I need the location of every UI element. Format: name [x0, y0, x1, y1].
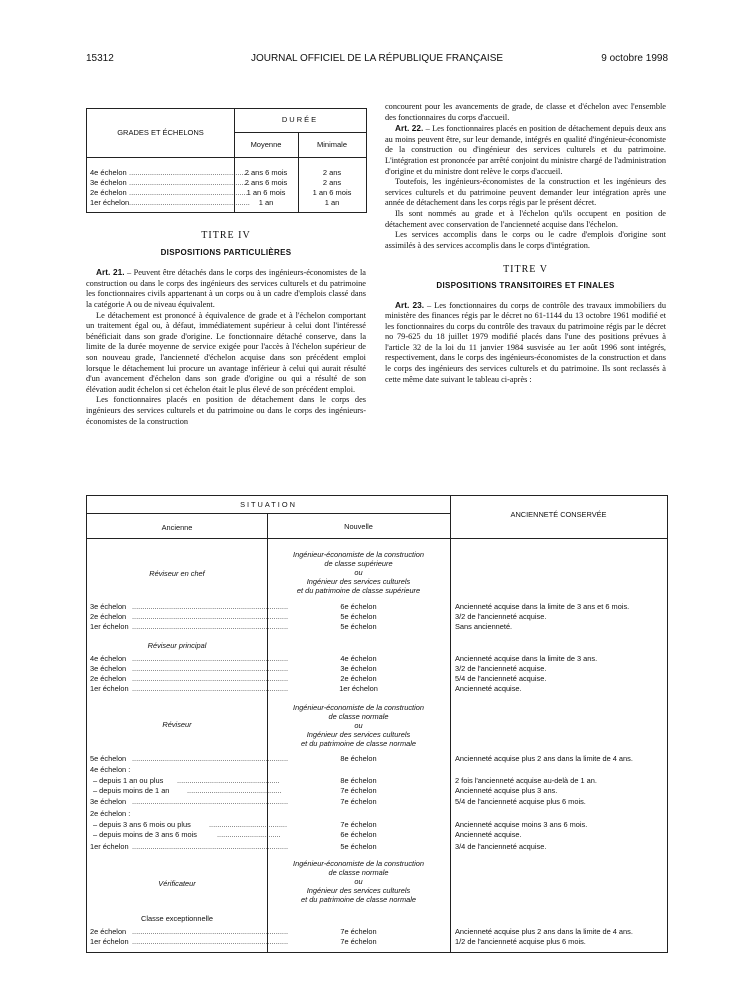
grade-cell: 2e échelon [90, 188, 127, 197]
article-23: Art. 23. – Les fonctionnaires du corps de contrôle des travaux immobiliers du ministère des finances régis par le décret no 61-1144 du 13 octobre 1961 modifié et les fonctionnaires du corps du contrôle des travaux du patrimoine régis par le décret no 79-625 du 18 juillet 1979 modifié placés dans l'une des positions prévues à l'article 32 de la loi du 11 janvier 1984 susvisée au 1er août 1996 sont intégrés, respectivement, dans le corps des ingénieurs-économistes de la construction et dans le corps des ingénieurs des services culturels et du patrimoine. Ils sont reclassés à cette même date suivant le tableau ci-après : [385, 299, 666, 384]
grade-cell: 4e échelon [90, 168, 127, 177]
sub-grade-title: Classe exceptionnelle [141, 914, 213, 923]
anciennete-header: ANCIENNETÉ CONSERVÉE [510, 510, 607, 519]
article-22: Art. 22. – Les fonctionnaires placés en position de détachement depuis deux ans au moins peuvent être, sur leur demande, intégrés en qualité d'ingénieur-économiste de la construction ou d'ingénieur des services culturels et du patrimoine. L'intégration est prononcée par arrêté conjoint du ministre chargé de l'administration d'origine et du ministre dont relève le corps d'accueil. [385, 123, 666, 176]
journal-title: JOURNAL OFFICIEL DE LA RÉPUBLIQUE FRANÇAISE [250, 53, 504, 64]
right-column [385, 102, 666, 385]
dispositions-transitoires: DISPOSITIONS TRANSITOIRES ET FINALES [436, 280, 615, 290]
minimale-cell: 2 ans [322, 168, 342, 177]
moyenne-cell: 1 an [258, 198, 274, 207]
grade-cell: 3e échelon [90, 178, 127, 187]
paragraph: Le détachement est prononcé à équivalence de grade et à l'échelon comportant un traitement égal ou, à défaut, immédiatement supérieur à celui dont l'intéressé bénéficiait dans son grade d'origine. Le fonctionnaire détaché conserve, dans la limite de la durée moyenne de service exigée pour l'accès à l'échelon supérieur de son nouveau grade, l'ancienneté d'échelon acquise dans son précédent emploi lorsque le détachement lui procure un avantage inférieur à celui qui aurait résulté d'un avancement d'échelon dans son grade d'origine ou qui a résulté de son élévation audit échelon si cet échelon était le plus élevé de son précédent emploi. [86, 310, 366, 394]
ancien-grade-title: Réviseur [162, 720, 192, 729]
publication-date: 9 octobre 1998 [601, 53, 668, 64]
grades-header: GRADES ET ÉCHELONS [117, 128, 204, 137]
minimale-cell: 2 ans [322, 178, 342, 187]
page-number: 15312 [86, 53, 114, 64]
moyenne-cell: 2 ans 6 mois [244, 168, 288, 177]
titre-iv: TITRE IV [201, 230, 251, 241]
art-21-label: Art. 21. [96, 267, 125, 278]
minimale-header: Minimale [316, 140, 347, 149]
art-23-label: Art. 23. [395, 299, 425, 310]
situation-header: SITUATION [240, 500, 297, 509]
ancienne-header: Ancienne [161, 523, 193, 532]
ancien-grade-title: Vérificateur [158, 879, 196, 888]
left-column [86, 231, 366, 427]
paragraph: Les services accomplis dans le corps ou le cadre d'emplois d'origine sont assimilés à des services accomplis dans le corps d'intégration. [385, 230, 666, 250]
paragraph: Les fonctionnaires placés en position de détachement dans le corps des ingénieurs des services culturels et du patrimoine ou dans le corps des ingénieurs-économistes de la construction [86, 395, 366, 426]
duree-header: DURÉE [281, 115, 319, 124]
ancien-grade-title: Réviseur en chef [149, 569, 205, 578]
paragraph: Toutefois, les ingénieurs-économistes de la construction et les ingénieurs des services culturels et du patrimoine peuvent demander leur intégration après une année de détachement dans les corps régis par le présent décret. [385, 177, 666, 208]
minimale-cell: 1 an 6 mois [312, 188, 352, 197]
nouvelle-header: Nouvelle [344, 522, 373, 531]
situation-table: SITUATION Ancienne Nouvelle ANCIENNETÉ CONSERVÉE Ingénieur-économiste de la construction de classe supérieure ou Ingénieur des services culturels et du patrimoine de classe supérieure Réviseur en chef 3e échelon ............................................................................ 6e échelon Ancienneté acquise dans la limite de 3 ans et 6 mois. 2e échelon ............................................................................ 5e échelon 3/2 de l'ancienneté acquise. 1er échelon ............................................................................ 5e échelon Sans ancienneté. Réviseur principal 4e échelon ............................................................................ 4e échelon Ancienneté acquise dans la limite de 3 ans. 3e échelon ............................................................................ 3e échelon 3/2 de l'ancienneté acquise. 2e échelon ............................................................................ 2e échelon 5/4 de l'ancienneté acquise. 1er échelon ............................................................................ 1er échelon Ancienneté acquise. Ingénieur-économiste de la construction de classe normale ou Ingénieur des services culturels et du patrimoine de classe normale Réviseur 5e échelon ............................................................................ 8e échelon Ancienneté acquise plus 2 ans dans la limite de 4 ans. 4e échelon : – depuis 1 an ou plus .................................................. 8e échelon 2 fois l'ancienneté acquise au-delà de 1 an. – depuis moins de 1 an .............................................. 7e échelon Ancienneté acquise plus 3 ans. 3e échelon ............................................................................ 7e échelon 5/4 de l'ancienneté acquise plus 6 mois. 2e échelon : – depuis 3 ans 6 mois ou plus ...................................... 7e échelon Ancienneté acquise moins 3 ans 6 mois. – depuis moins de 3 ans 6 mois ............................... 6e échelon Ancienneté acquise. 1er échelon ............................................................................ 5e échelon 3/4 de l'ancienneté acquise. Ingénieur-économiste de la construction de classe normale ou Ingénieur des services culturels et du patrimoine de classe normale Vérificateur Classe exceptionnelle 2e échelon ............................................................................ 7e échelon Ancienneté acquise plus 2 ans dans la limite de 4 ans. 1er échelon ............................................................................ 7e échelon 1/2 de l'ancienneté acquise plus 6 mois. [86, 495, 668, 953]
minimale-cell: 1 an [324, 198, 340, 207]
page-header [86, 53, 668, 67]
moyenne-cell: 2 ans 6 mois [244, 178, 288, 187]
moyenne-header: Moyenne [250, 140, 282, 149]
article-21: Art. 21. – Peuvent être détachés dans le corps des ingénieurs-économistes de la construction ou dans le corps des ingénieurs des services culturels et du patrimoine les fonctionnaires civils appartenant à un corps ou à un cadre d'emplois classé dans la catégorie A ou de niveau équivalent. [86, 267, 366, 309]
dispositions-particulieres: DISPOSITIONS PARTICULIÈRES [160, 247, 292, 257]
paragraph: concourent pour les avancements de grade, de classe et d'échelon avec l'ensemble des fonctionnaires du corps d'accueil. [385, 102, 666, 122]
moyenne-cell: 1 an 6 mois [246, 188, 286, 197]
titre-v: TITRE V [503, 264, 548, 276]
ancien-grade-title: Réviseur principal [147, 641, 207, 650]
grade-cell: 1er échelon [90, 198, 130, 207]
paragraph: Ils sont nommés au grade et à l'échelon qu'ils occupent en position de détachement avec conservation de l'ancienneté acquise dans l'échelon. [385, 208, 666, 229]
duree-table: GRADES ET ÉCHELONS DURÉE Moyenne Minimale 4e échelon .......................................................... 2 ans 6 mois 2 ans 3e échelon .......................................................... 2 ans 6 mois 2 ans 2e échelon .......................................................... 1 an 6 mois 1 an 6 mois 1er échelon .......................................................... 1 an 1 an [86, 108, 367, 213]
art-22-label: Art. 22. [395, 123, 424, 134]
